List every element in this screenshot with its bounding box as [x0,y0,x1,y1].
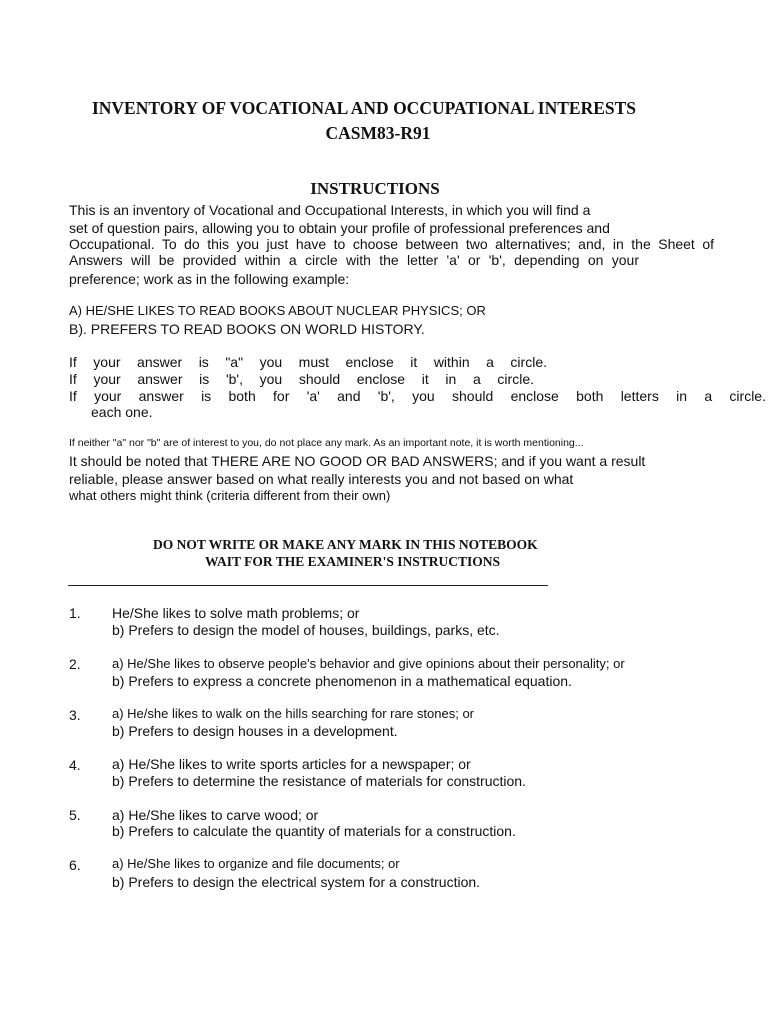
question-3-option-a: a) He/she likes to walk on the hills searching for rare stones; or [112,706,475,721]
question-1-number: 1. [69,605,81,621]
document-code: CASM83-R91 [325,123,431,143]
question-6-number: 6. [69,857,81,873]
warning-line-1: DO NOT WRITE OR MAKE ANY MARK IN THIS NOTEBOOK [153,537,538,552]
closing-line-3: what others might think (criteria different from their own) [69,488,391,503]
rule-line-a: If your answer is "a" you must enclose it within a circle. [69,354,547,370]
question-1-option-a: He/She likes to solve math problems; or [112,605,360,621]
intro-line-3: Occupational. To do this you just have to choose between two alternatives; and, in the Sheet of [69,236,714,252]
closing-line-2: reliable, please answer based on what really interests you and not based on what [69,471,574,487]
warning-line-2: WAIT FOR THE EXAMINER'S INSTRUCTIONS [205,554,501,569]
intro-line-2: set of question pairs, allowing you to obtain your profile of professional preferences and [69,220,610,236]
question-5-number: 5. [69,807,81,823]
rule-line-both: If your answer is both for 'a' and 'b', you should enclose both letters in a circle. [69,388,766,404]
intro-line-4: Answers will be provided within a circle with the letter 'a' or 'b', depending on your [69,252,639,268]
question-2-option-a: a) He/She likes to observe people's behavior and give opinions about their personality; or [112,656,625,671]
question-3-number: 3. [69,707,81,723]
question-4-option-a: a) He/She likes to write sports articles for a newspaper; or [112,756,471,772]
neither-note: If neither "a" nor "b" are of interest to you, do not place any mark. As an important note, it is worth mentioning... [69,437,584,449]
closing-line-1: It should be noted that THERE ARE NO GOOD OR BAD ANSWERS; and if you want a result [69,453,646,469]
example-option-a: A) HE/SHE LIKES TO READ BOOKS ABOUT NUCLEAR PHYSICS; OR [69,303,486,318]
rule-line-b: If your answer is 'b', you should enclose it in a circle. [69,371,534,387]
question-1-option-b: b) Prefers to design the model of houses, buildings, parks, etc. [112,622,500,638]
question-5-option-b: b) Prefers to calculate the quantity of materials for a construction. [112,823,516,839]
question-4-option-b: b) Prefers to determine the resistance of materials for construction. [112,773,526,789]
example-option-b: B). PREFERS TO READ BOOKS ON WORLD HISTORY. [69,321,425,337]
question-2-number: 2. [69,656,81,672]
question-5-option-a: a) He/She likes to carve wood; or [112,807,319,823]
question-3-option-b: b) Prefers to design houses in a development. [112,723,398,739]
rule-line-each: each one. [91,404,153,420]
question-2-option-b: b) Prefers to express a concrete phenomenon in a mathematical equation. [112,673,572,689]
question-6-option-a: a) He/She likes to organize and file documents; or [112,856,400,871]
separator-rule [68,585,548,586]
question-6-option-b: b) Prefers to design the electrical system for a construction. [112,874,481,890]
intro-line-5: preference; work as in the following example: [69,271,350,287]
intro-line-1: This is an inventory of Vocational and Occupational Interests, in which you will find a [69,202,591,218]
question-4-number: 4. [69,757,81,773]
instructions-heading: INSTRUCTIONS [310,179,440,198]
document-title: INVENTORY OF VOCATIONAL AND OCCUPATIONAL INTERESTS [91,98,637,118]
